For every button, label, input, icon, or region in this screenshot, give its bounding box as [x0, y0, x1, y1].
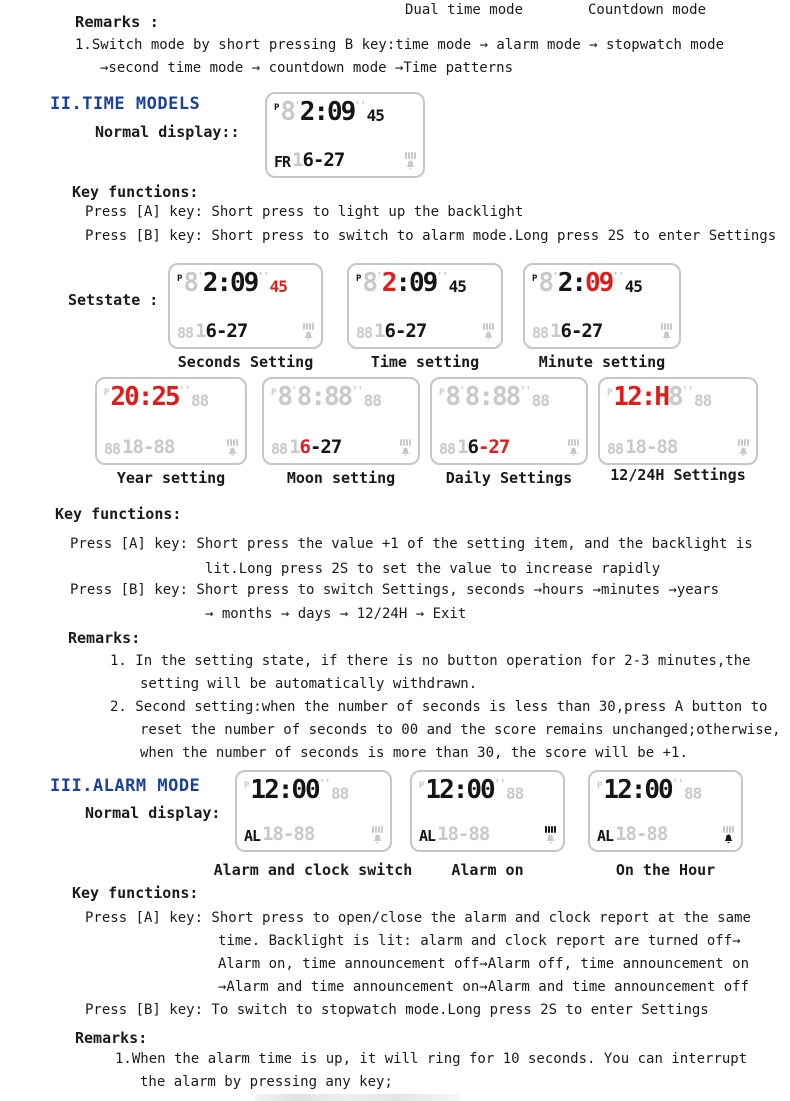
- countdown-mode-label: Countdown mode: [588, 2, 707, 18]
- lcd-digit-segment: 88: [356, 324, 373, 342]
- lcd-digit-segment: AL: [597, 827, 614, 845]
- alarm-bell-icon: [738, 447, 749, 457]
- lcd-status-icons: [659, 323, 672, 341]
- pm-indicator: P: [597, 781, 603, 791]
- intro-text-line: 1.Switch mode by short pressing B key:time mode → alarm mode → stopwatch mode: [75, 37, 725, 53]
- lcd-digit-segment: 8: [280, 97, 295, 127]
- lcd-daily-setting: [430, 377, 588, 465]
- lcd-status-icons: [721, 826, 734, 844]
- lcd-digit-segment: 1: [550, 320, 561, 342]
- lcd-digit-segment: AL: [419, 827, 436, 845]
- lcd-digit-segment: 18-88: [625, 436, 678, 458]
- lcd-top-row: [439, 384, 579, 410]
- intro-remarks-heading: Remarks :: [75, 13, 159, 31]
- cutoff-next-figure: [255, 1094, 460, 1101]
- lcd-alarm-switch: [235, 770, 392, 852]
- setstate-label: Setstate :: [68, 291, 159, 309]
- lcd-bottom-row: [439, 438, 579, 457]
- lcd-status-icons: [301, 323, 314, 341]
- alarm-mode-heading: III.ALARM MODE: [50, 776, 201, 796]
- lcd-top-row: [419, 777, 556, 803]
- lcd-digit-segment: :09: [395, 268, 437, 298]
- lcd-digit-segment: -27: [309, 436, 342, 458]
- remark-line: 1. In the setting state, if there is no button operation for 2-3 minutes,the: [110, 653, 751, 669]
- lcd-digit-segment: 88: [532, 324, 549, 342]
- key-function-line: Press [A] key: Short press the value +1 of the setting item, and the backlight is: [70, 536, 753, 552]
- key-function-line: Press [B] key: Short press to switch Settings, seconds →hours →minutes →years: [70, 582, 720, 598]
- lcd-digit-segment: '': [612, 270, 624, 283]
- lcd-digit-segment: 8:88: [464, 382, 520, 412]
- lcd-digit-segment: 88: [693, 391, 712, 410]
- chime-bars-icon: [568, 439, 579, 446]
- remark-line: the alarm by pressing any key;: [140, 1074, 393, 1090]
- lcd-digit-segment: 8: [445, 382, 460, 412]
- lcd-status-icons: [398, 439, 411, 457]
- lcd-caption-daily: Daily Settings: [445, 469, 573, 487]
- lcd-digit-segment: ': [376, 270, 382, 283]
- lcd-on-the-hour: [588, 770, 743, 852]
- alarm-bell-icon: [405, 160, 416, 170]
- lcd-digit-segment: 1: [374, 320, 385, 342]
- lcd-digit-segment: 2:09: [299, 97, 355, 127]
- chime-bars-icon: [303, 323, 314, 330]
- lcd-status-icons: [403, 152, 416, 170]
- key-function-line: lit.Long press 2S to set the value to increase rapidly: [205, 561, 661, 577]
- lcd-digit-segment: 12:00: [425, 775, 494, 805]
- lcd-digit-segment: 45: [448, 277, 466, 296]
- lcd-top-row: [607, 384, 749, 410]
- lcd-top-row: [274, 99, 416, 125]
- lcd-caption-on-hour: On the Hour: [615, 861, 716, 879]
- alarm-bell-icon: [372, 834, 383, 844]
- key-functions-heading: Key functions:: [72, 183, 199, 201]
- lcd-minute-setting: [523, 263, 681, 349]
- lcd-bottom-row: [104, 438, 238, 457]
- lcd-digit-segment: '': [354, 99, 366, 112]
- alarm-bell-icon: [227, 447, 238, 457]
- alarm-bell-icon: [483, 331, 494, 341]
- pm-indicator: P: [356, 274, 362, 284]
- pm-indicator: P: [244, 781, 250, 791]
- lcd-digit-segment: 20:25: [110, 382, 179, 412]
- lcd-digit-segment: 18-88: [262, 823, 315, 845]
- lcd-digit-segment: 8:88: [296, 382, 352, 412]
- lcd-digit-segment: 88: [190, 391, 209, 410]
- remarks-heading: Remarks:: [68, 629, 141, 647]
- lcd-top-row: [597, 777, 734, 803]
- key-functions-heading: Key functions:: [55, 505, 182, 523]
- remark-line: when the number of seconds is more than 30, the score will be +1.: [140, 745, 688, 761]
- lcd-1224h-setting: [598, 377, 758, 465]
- key-function-line: Press [A] key: Short press to light up the backlight: [85, 204, 524, 220]
- time-models-heading: II.TIME MODELS: [50, 94, 201, 114]
- lcd-digit-segment: 88: [607, 440, 624, 458]
- lcd-status-icons: [370, 826, 383, 844]
- lcd-digit-segment: 8: [538, 268, 553, 298]
- chime-bars-icon: [661, 323, 672, 330]
- lcd-digit-segment: '': [436, 270, 448, 283]
- key-function-line: Alarm on, time announcement off→Alarm off, time announcement on: [218, 956, 750, 972]
- alarm-bell-icon: [545, 834, 556, 844]
- lcd-bottom-row: [532, 322, 672, 341]
- lcd-digit-segment: '': [519, 384, 531, 397]
- normal-display-label: Normal display::: [95, 123, 240, 141]
- lcd-top-row: [356, 270, 494, 296]
- lcd-digit-segment: '': [178, 384, 190, 397]
- alarm-bell-icon: [568, 447, 579, 457]
- lcd-top-row: [532, 270, 672, 296]
- lcd-digit-segment: 88: [363, 391, 381, 410]
- lcd-digit-segment: 1: [289, 436, 300, 458]
- lcd-caption-1224h: 12/24H Settings: [610, 466, 746, 484]
- lcd-status-icons: [225, 439, 238, 457]
- alarm-bell-icon: [723, 834, 734, 844]
- alarm-bell-icon: [661, 331, 672, 341]
- lcd-top-row: [271, 384, 411, 410]
- chime-bars-icon: [405, 152, 416, 159]
- lcd-caption-year: Year setting: [116, 469, 226, 487]
- pm-indicator: P: [607, 388, 613, 398]
- lcd-bottom-row: [244, 825, 383, 844]
- lcd-year-setting: [95, 377, 247, 465]
- lcd-digit-segment: 2:: [557, 268, 586, 298]
- lcd-digit-segment: 88: [683, 784, 702, 803]
- key-functions-heading: Key functions:: [72, 884, 199, 902]
- lcd-digit-segment: 6-27: [205, 320, 248, 342]
- key-function-line: → months → days → 12/24H → Exit: [205, 606, 467, 622]
- lcd-digit-segment: 6-27: [560, 320, 603, 342]
- dual-time-mode-label: Dual time mode: [405, 2, 524, 18]
- lcd-caption-alarm-on: Alarm on: [451, 861, 524, 879]
- lcd-digit-segment: 45: [624, 277, 642, 296]
- alarm-bell-icon: [400, 447, 411, 457]
- key-function-line: time. Backlight is lit: alarm and clock report are turned off→: [218, 933, 741, 949]
- chime-bars-icon: [372, 826, 383, 833]
- lcd-digit-segment: 6-27: [302, 149, 345, 171]
- lcd-digit-segment: 45: [269, 277, 287, 296]
- chime-bars-icon: [723, 826, 734, 833]
- lcd-digit-segment: ': [552, 270, 558, 283]
- lcd-digit-segment: 88: [104, 440, 121, 458]
- lcd-bottom-row: [177, 322, 314, 341]
- lcd-digit-segment: ': [291, 384, 297, 397]
- lcd-top-row: [177, 270, 314, 296]
- lcd-digit-segment: AL: [244, 827, 261, 845]
- lcd-status-icons: [481, 323, 494, 341]
- lcd-digit-segment: 8: [277, 382, 292, 412]
- lcd-caption-seconds: Seconds Setting: [177, 353, 314, 371]
- lcd-digit-segment: 12:: [613, 382, 655, 412]
- lcd-digit-segment: 12:00: [250, 775, 319, 805]
- key-function-line: Press [A] key: Short press to open/close the alarm and clock report at the same: [85, 910, 751, 926]
- lcd-status-icons: [543, 826, 556, 844]
- lcd-bottom-row: [274, 151, 416, 170]
- lcd-caption-moon: Moon setting: [286, 469, 396, 487]
- lcd-digit-segment: 8: [362, 268, 377, 298]
- lcd-digit-segment: '': [318, 777, 330, 790]
- lcd-caption-alarm-switch: Alarm and clock switch: [213, 861, 413, 879]
- pm-indicator: P: [439, 388, 445, 398]
- lcd-digit-segment: 88: [330, 784, 349, 803]
- lcd-moon-setting: [262, 377, 420, 465]
- lcd-digit-segment: '': [351, 384, 363, 397]
- lcd-digit-segment: 2: [381, 268, 396, 298]
- chime-bars-icon: [738, 439, 749, 446]
- lcd-digit-segment: 6: [299, 436, 310, 458]
- lcd-seconds-setting: [168, 263, 323, 349]
- pm-indicator: P: [104, 388, 110, 398]
- lcd-digit-segment: 18-88: [122, 436, 175, 458]
- lcd-digit-segment: 1: [292, 149, 303, 171]
- lcd-digit-segment: 88: [531, 391, 549, 410]
- remark-line: 2. Second setting:when the number of seconds is less than 30,press A button to: [110, 699, 768, 715]
- lcd-digit-segment: 12:00: [603, 775, 672, 805]
- lcd-digit-segment: 6-27: [384, 320, 427, 342]
- chime-bars-icon: [227, 439, 238, 446]
- lcd-top-row: [104, 384, 238, 410]
- lcd-bottom-row: [419, 825, 556, 844]
- lcd-digit-segment: -27: [477, 436, 510, 458]
- lcd-digit-segment: 18-88: [437, 823, 490, 845]
- chime-bars-icon: [400, 439, 411, 446]
- lcd-digit-segment: ': [294, 99, 300, 112]
- lcd-caption-minute: Minute setting: [538, 353, 666, 371]
- lcd-digit-segment: 88: [505, 784, 524, 803]
- lcd-digit-segment: 8: [668, 382, 682, 412]
- lcd-bottom-row: [356, 322, 494, 341]
- remark-line: reset the number of seconds to 00 and the score remains unchanged;otherwise,: [140, 722, 781, 738]
- key-function-line: Press [B] key: Short press to switch to alarm mode.Long press 2S to enter Settings: [85, 228, 777, 244]
- lcd-digit-segment: '': [257, 270, 269, 283]
- alarm-bell-icon: [303, 331, 314, 341]
- lcd-digit-segment: H: [654, 382, 669, 412]
- normal-display-label: Normal display:: [85, 804, 221, 822]
- lcd-digit-segment: 1: [457, 436, 468, 458]
- lcd-digit-segment: ': [459, 384, 465, 397]
- intro-text-line: →second time mode → countdown mode →Time patterns: [100, 60, 514, 76]
- remark-line: 1.When the alarm time is up, it will ring for 10 seconds. You can interrupt: [115, 1051, 748, 1067]
- lcd-time-setting: [347, 263, 503, 349]
- lcd-alarm-on: [410, 770, 565, 852]
- lcd-digit-segment: ': [197, 270, 203, 283]
- lcd-digit-segment: 18-88: [615, 823, 668, 845]
- pm-indicator: P: [274, 103, 280, 113]
- lcd-digit-segment: '': [671, 777, 683, 790]
- pm-indicator: P: [532, 274, 538, 284]
- remarks-heading: Remarks:: [75, 1029, 148, 1047]
- pm-indicator: P: [271, 388, 277, 398]
- lcd-bottom-row: [597, 825, 734, 844]
- key-function-line: →Alarm and time announcement on→Alarm and time announcement off: [218, 979, 750, 995]
- lcd-digit-segment: '': [681, 384, 693, 397]
- lcd-digit-segment: 8: [183, 268, 198, 298]
- lcd-bottom-row: [607, 438, 749, 457]
- lcd-digit-segment: FR: [274, 153, 291, 171]
- lcd-digit-segment: 88: [177, 324, 194, 342]
- pm-indicator: P: [177, 274, 183, 284]
- key-function-line: Press [B] key: To switch to stopwatch mode.Long press 2S to enter Settings: [85, 1002, 709, 1018]
- lcd-digit-segment: 88: [439, 440, 456, 458]
- lcd-digit-segment: 1: [195, 320, 206, 342]
- lcd-status-icons: [736, 439, 749, 457]
- chime-bars-icon: [483, 323, 494, 330]
- lcd-caption-time: Time setting: [370, 353, 480, 371]
- lcd-top-row: [244, 777, 383, 803]
- lcd-normal-time: [265, 92, 425, 178]
- lcd-digit-segment: 2:09: [202, 268, 258, 298]
- lcd-digit-segment: 45: [366, 106, 384, 125]
- lcd-digit-segment: '': [493, 777, 505, 790]
- pm-indicator: P: [419, 781, 425, 791]
- lcd-digit-segment: 88: [271, 440, 288, 458]
- chime-bars-icon: [545, 826, 556, 833]
- lcd-bottom-row: [271, 438, 411, 457]
- lcd-digit-segment: 09: [585, 268, 613, 298]
- remark-line: setting will be automatically withdrawn.: [140, 676, 478, 692]
- lcd-digit-segment: 6: [467, 436, 478, 458]
- lcd-status-icons: [566, 439, 579, 457]
